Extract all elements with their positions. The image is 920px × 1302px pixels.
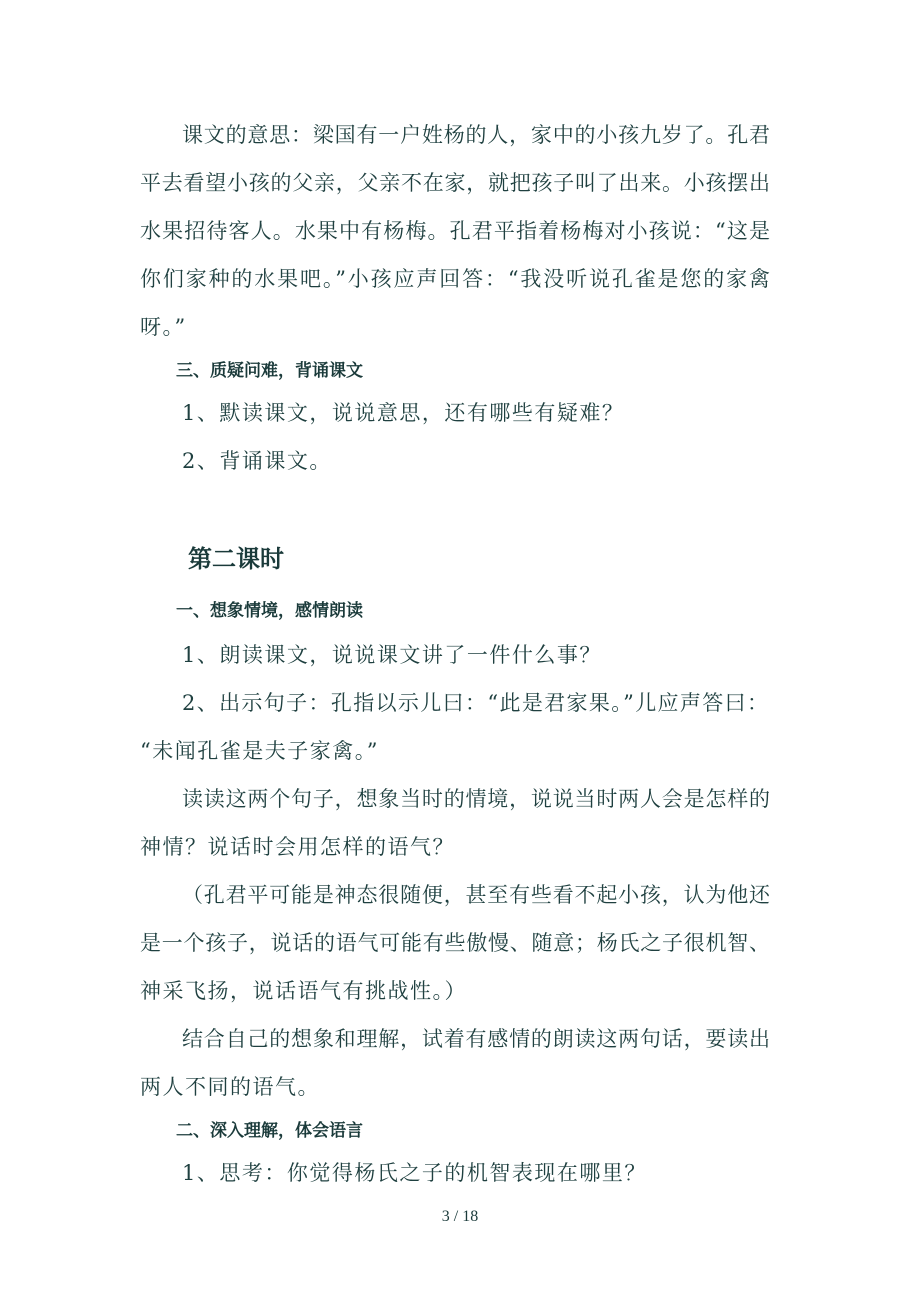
- section-heading-review: 三、质疑问难，背诵课文: [176, 361, 363, 381]
- combine-line-1: 结合自己的想象和理解，试着有感情的朗读这两句话，要读出: [182, 1027, 770, 1051]
- lesson-title: 第二课时: [188, 545, 284, 573]
- read-line-1: 读读这两个句子，想象当时的情境，说说当时两人会是怎样的: [182, 787, 770, 811]
- read-line-2: 神情？说话时会用怎样的语气？: [140, 835, 455, 859]
- meaning-line-2: 平去看望小孩的父亲，父亲不在家，就把孩子叫了出来。小孩摆出: [140, 171, 770, 195]
- meaning-line-4: 你们家种的水果吧。”小孩应声回答：“我没听说孔雀是您的家禽: [140, 267, 770, 291]
- combine-line-2: 两人不同的语气。: [140, 1075, 320, 1099]
- meaning-line-5: 呀。”: [140, 315, 187, 339]
- note-line-2: 是一个孩子，说话的语气可能有些傲慢、随意；杨氏之子很机智、: [140, 931, 770, 955]
- section-heading-imagine: 一、想象情境，感情朗读: [176, 601, 363, 621]
- note-line-3: 神采飞扬，说话语气有挑战性。）: [140, 979, 467, 1003]
- imagine-item-1: 1、朗读课文，说说课文讲了一件什么事？: [182, 643, 602, 667]
- review-item-2: 2、背诵课文。: [182, 449, 332, 473]
- meaning-line-1: 课文的意思：梁国有一户姓杨的人，家中的小孩九岁了。孔君: [182, 123, 770, 147]
- imagine-item-2-line-2: “未闻孔雀是夫子家禽。”: [140, 739, 379, 763]
- meaning-line-3: 水果招待客人。水果中有杨梅。孔君平指着杨梅对小孩说：“这是: [140, 219, 770, 243]
- note-line-1: （孔君平可能是神态很随便，甚至有些看不起小孩，认为他还: [182, 883, 770, 907]
- section-heading-understand: 二、深入理解，体会语言: [176, 1121, 363, 1141]
- review-item-1: 1、默读课文，说说意思，还有哪些有疑难？: [182, 401, 625, 425]
- page-number: 3 / 18: [441, 1208, 479, 1225]
- imagine-item-2-line-1: 2、出示句子：孔指以示儿曰：“此是君家果。”儿应声答曰：: [182, 691, 768, 715]
- understand-item-1: 1、思考：你觉得杨氏之子的机智表现在哪里？: [182, 1161, 647, 1185]
